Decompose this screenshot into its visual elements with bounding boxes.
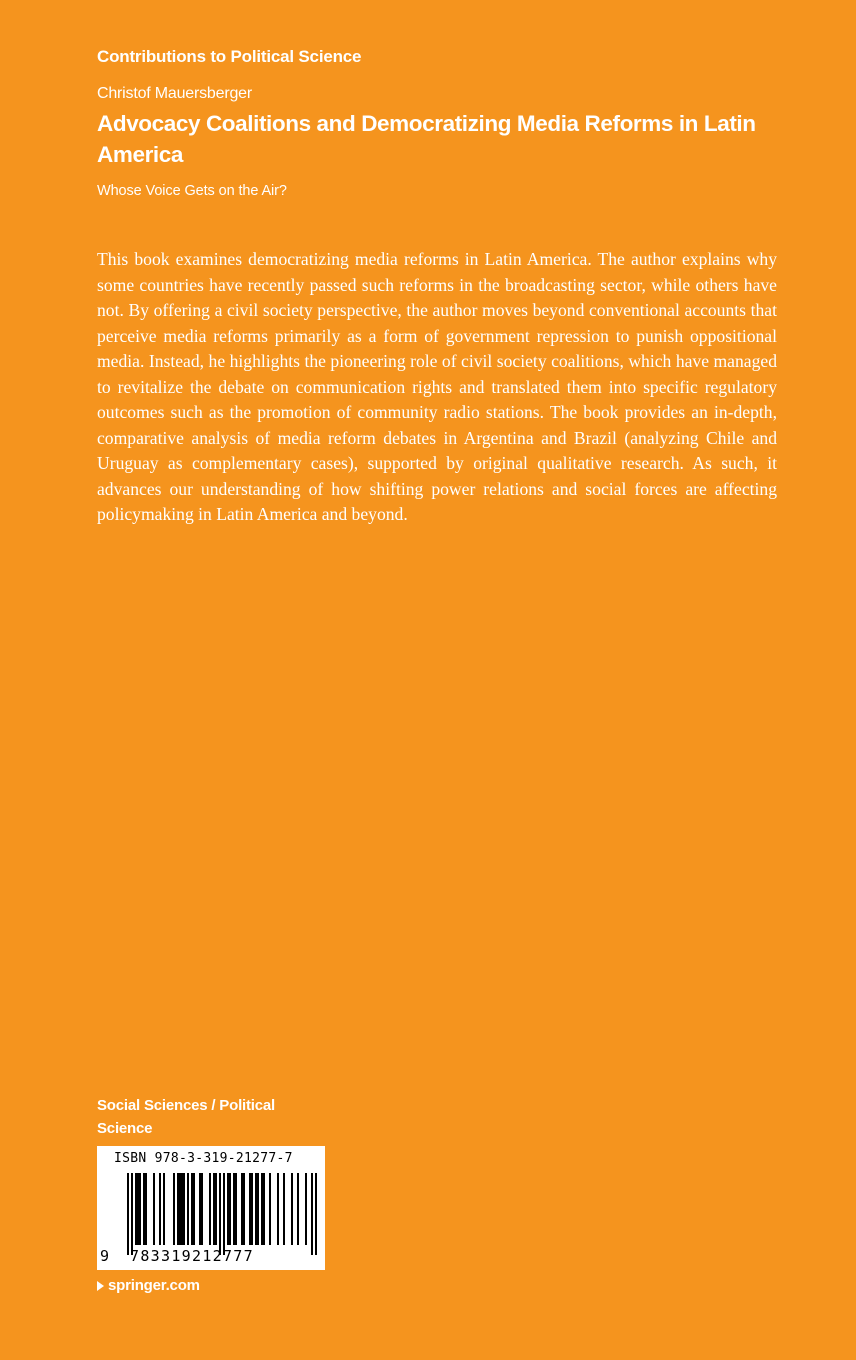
barcode-bar [233,1173,235,1245]
barcode-bar [139,1173,141,1245]
barcode-bar [191,1173,193,1245]
barcode-bar [183,1173,185,1245]
barcode-bar [235,1173,237,1245]
barcode-bar [215,1173,217,1245]
publisher-link[interactable] [97,1277,200,1294]
barcode-bar [143,1173,145,1245]
barcode-bar [163,1173,165,1245]
barcode-bar [261,1173,263,1245]
barcode-bar [187,1173,189,1245]
barcode-bar [297,1173,299,1245]
barcode-bar [159,1173,161,1245]
barcode-bar [227,1173,229,1245]
subject-category: Social Sciences / Political Science [97,1097,276,1137]
barcode-bar [177,1173,179,1245]
barcode-bar [145,1173,147,1245]
barcode-bar [251,1173,253,1245]
barcode-bar [135,1173,137,1245]
arrow-right-icon [97,1281,104,1291]
barcode-bar [199,1173,201,1245]
barcode-bar [305,1173,307,1245]
barcode-bar [263,1173,265,1245]
barcode-bar [173,1173,175,1245]
book-description: This book examines democratizing media reforms in Latin America. The author explains why some countries have recently passed such reforms in the broadcasting sector, while others have not. By offering a civil society perspective, the author moves beyond conventional accounts that perceive media reforms primarily as a form of government repression to punish oppositional media. Instead, he highlights the pioneering role of civil society coalitions, which have managed to revitalize the debate on communication rights and translated them into specific regulatory outcomes such as the promotion of community radio stations. The book provides an in-depth, comparative analysis of media reform debates in Argentina and Brazil (analyzing Chile and Uruguay as complementary cases), supported by original qualitative research. As such, it advances our understanding of how shifting power relations and social forces are affecting policymaking in Latin America and beyond. [97,249,777,524]
barcode-bar [277,1173,279,1245]
barcode-bar [179,1173,181,1245]
barcode-guard-bar [311,1173,313,1255]
book-subtitle: Whose Voice Gets on the Air? [97,183,287,199]
barcode-guard-bar [131,1173,133,1255]
series-title: Contributions to Political Science [97,47,362,66]
isbn-label: ISBN 978-3-319-21277-7 [114,1151,293,1166]
barcode-bar [213,1173,215,1245]
barcode-guard-bar [315,1173,317,1255]
book-title: Advocacy Coalitions and Democratizing Media Reforms in Latin America [97,111,756,167]
barcode-bar [153,1173,155,1245]
barcode-bar [201,1173,203,1245]
barcode-bar [283,1173,285,1245]
barcode-guard-bar [223,1173,225,1255]
barcode-bar [193,1173,195,1245]
author-name: Christof Mauersberger [97,85,252,102]
barcode-digits: 783319212777 [130,1247,254,1265]
publisher-link-label: springer.com [108,1277,200,1294]
barcode-bar [257,1173,259,1245]
barcode-bar [255,1173,257,1245]
isbn-barcode [97,1146,325,1270]
barcode-bar [269,1173,271,1245]
barcode-lead-digit: 9 [100,1247,110,1265]
barcode-bar [181,1173,183,1245]
barcode-bar [291,1173,293,1245]
barcode-guard-bar [219,1173,221,1255]
barcode-bar [243,1173,245,1245]
barcode-guard-bar [127,1173,129,1255]
barcode-bar [137,1173,139,1245]
barcode-bar [249,1173,251,1245]
barcode-bar [229,1173,231,1245]
barcode-bar [209,1173,211,1245]
barcode-bar [241,1173,243,1245]
